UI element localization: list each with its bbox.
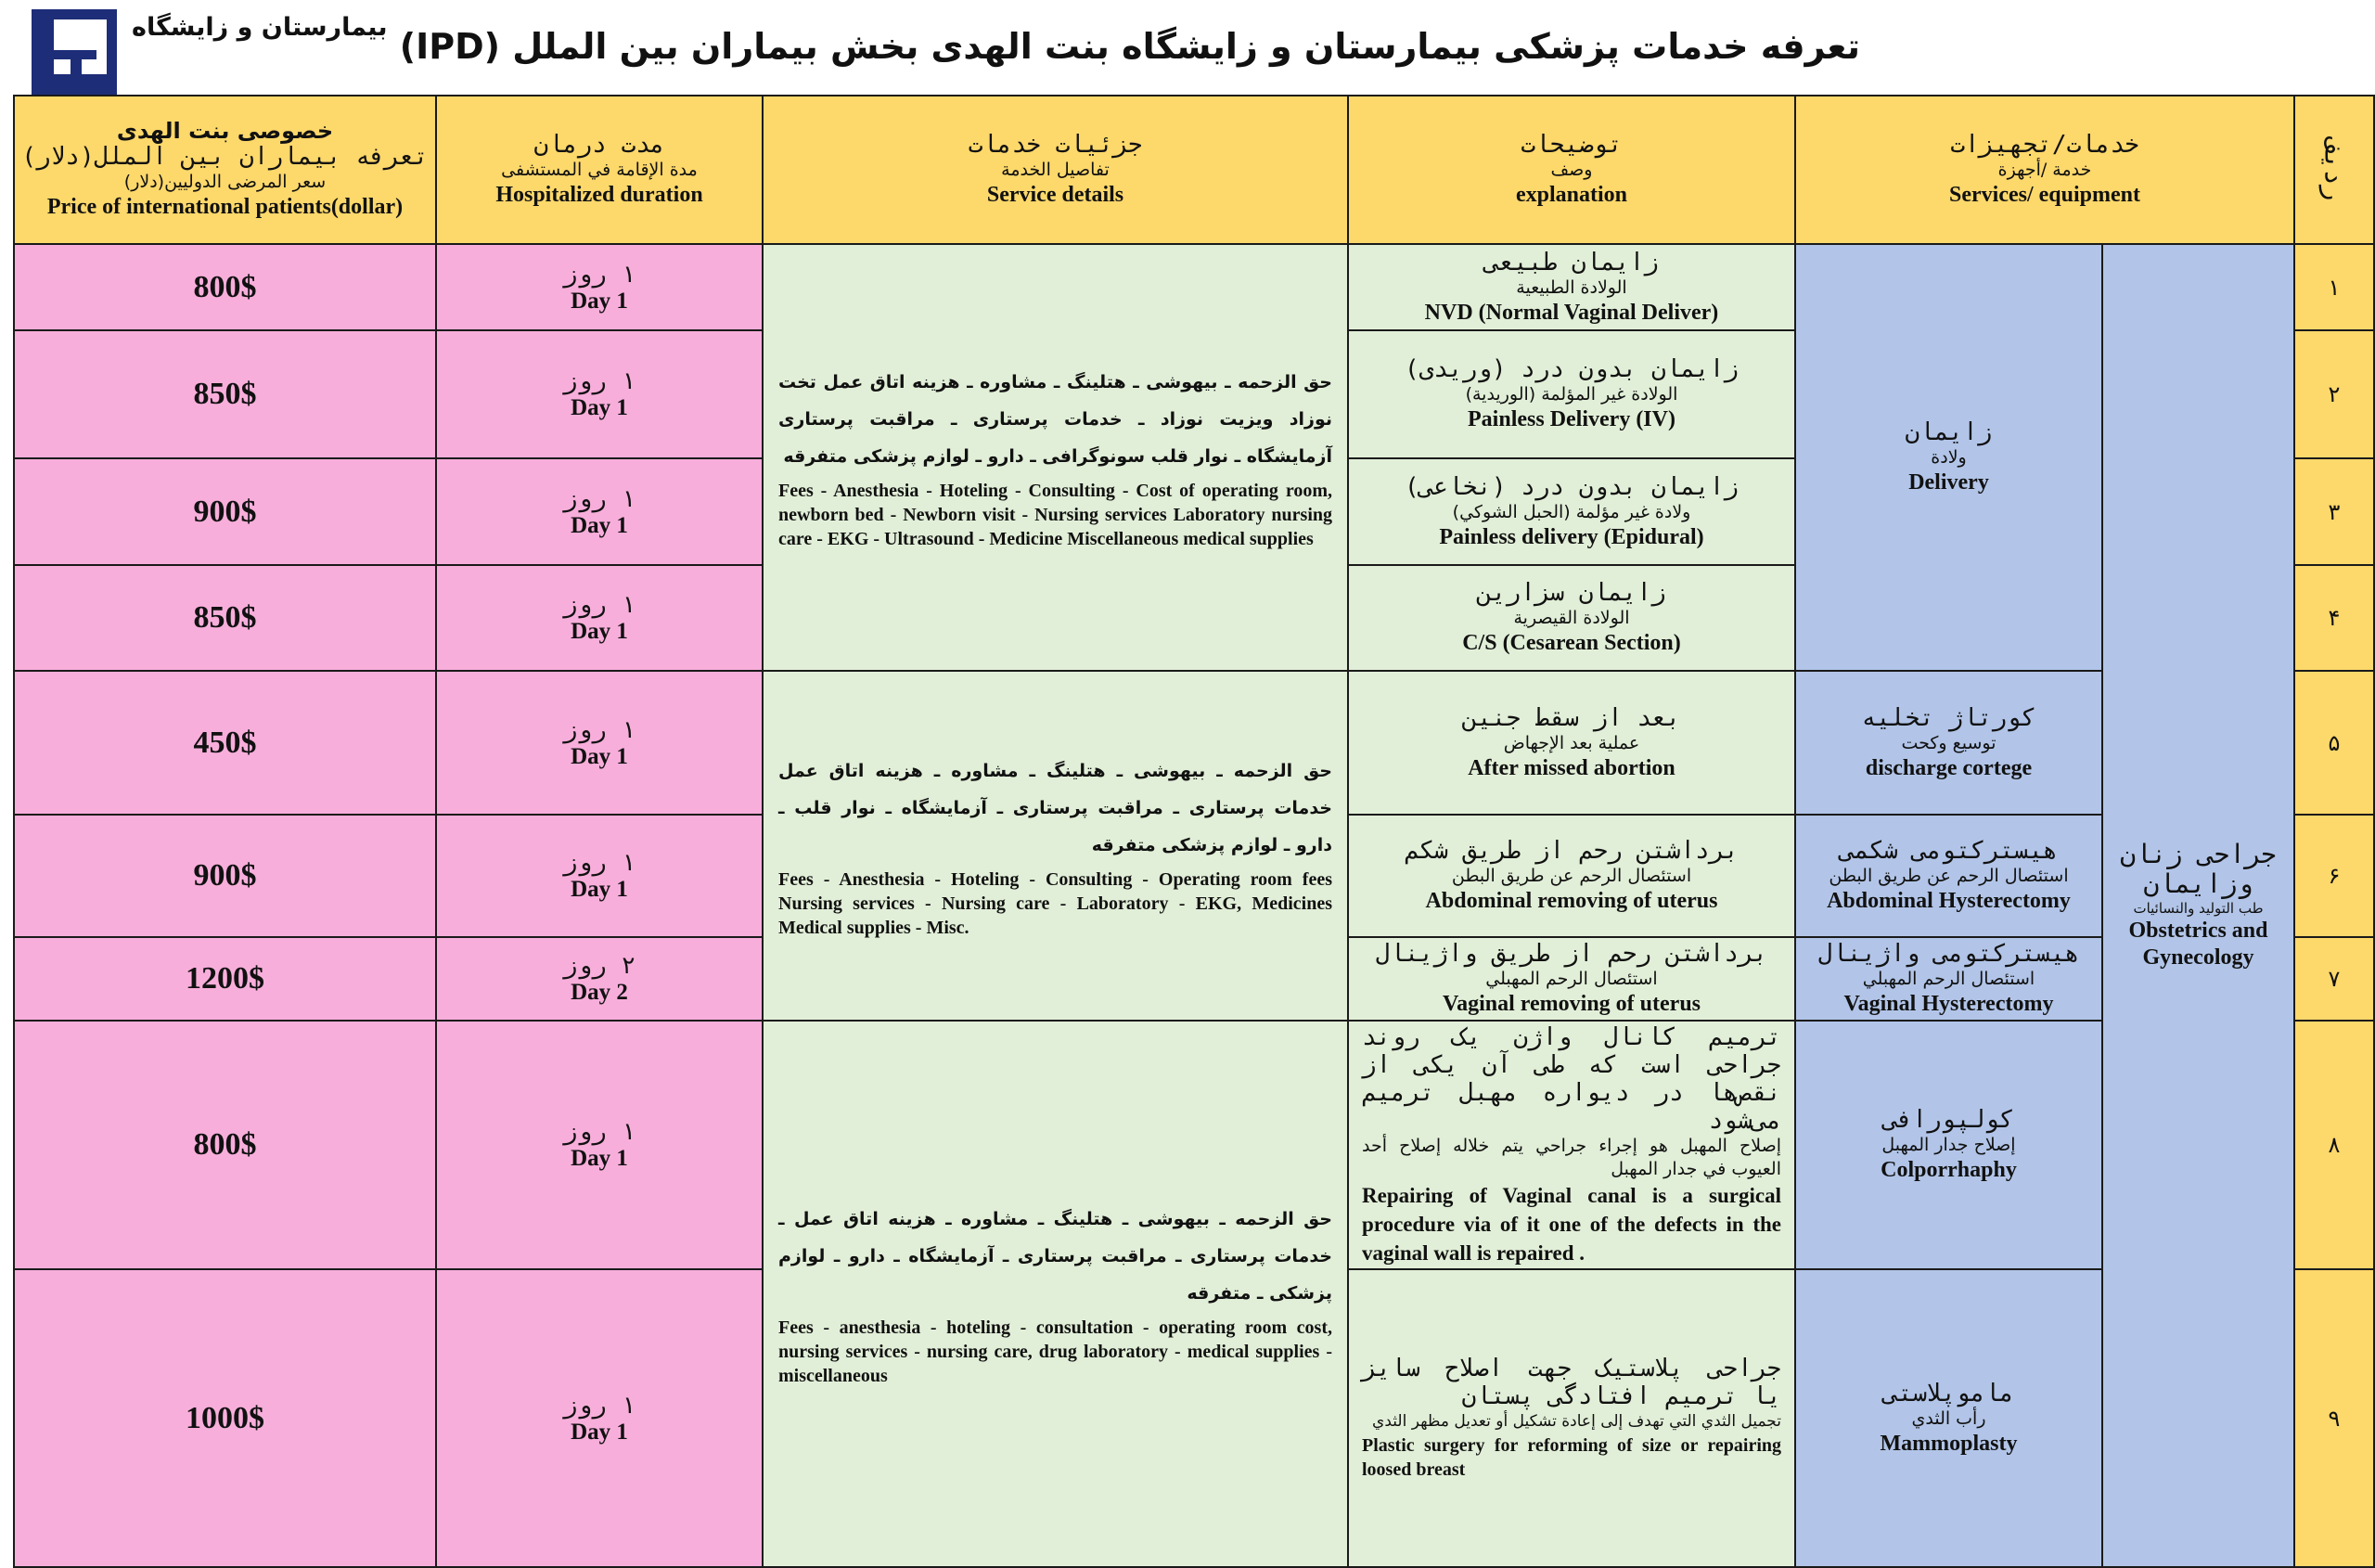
header-details-en: Service details [986,183,1124,207]
duration-en: Day 1 [571,512,628,538]
explanation-en: Plastic surgery for reforming of size or repairing loosed breast [1362,1435,1781,1480]
explanation-ar: استئصال الرحم المهبلي [1485,969,1658,989]
index-number: ۲ [2328,381,2341,407]
price-row-3 [13,457,437,566]
service-en: Delivery [1908,470,1989,495]
duration-en: Day 1 [571,1146,628,1171]
explanation-fa: زایمان طبیعی [1484,248,1659,276]
explanation-row-3 [1347,457,1796,566]
explanation-ar: الولادة الطبيعية [1516,276,1627,298]
explanation-ar: إصلاح المهبل هو إجراء جراحي يتم خلاله إصلاح أحد العيوب في جدار المهبل [1362,1135,1781,1179]
details-fa: حق الزحمه ـ بیهوشی ـ هتلینگ ـ مشاوره ـ هزینه اتاق عمل خدمات پرستاری ـ مراقبت پرستاری ـ آزمایشگاه ـ نوار قلب ـ دارو ـ لوازم پزشکی متفرقه [778,760,1332,855]
index-row-2 [2293,329,2375,459]
details-group-delivery [762,243,1349,672]
index-number: ۹ [2328,1405,2341,1432]
service-ar: إصلاح جدار المهبل [1881,1135,2016,1155]
service-row-5 [1794,670,2103,816]
details-en: Fees - Anesthesia - Hoteling - Consulting - Cost of operating room, newborn bed - Newborn visit - Nursing services Laboratory nursing care - EKG - Ultrasound - Medicine Miscellaneous medical supplies [778,481,1332,549]
service-ar: استئصال الرحم المهبلي [1862,969,2035,989]
price-row-5 [13,670,437,816]
price-value: 850$ [193,600,257,635]
header-duration-en: Hospitalized duration [495,183,703,207]
explanation-row-1 [1347,243,1796,331]
service-fa: هیسترکتومی واژینال [1817,940,2080,968]
service-en: Colporrhaphy [1881,1158,2017,1182]
service-ar: استئصال الرحم عن طريق البطن [1829,866,2069,886]
details-group-surgery [762,670,1349,1022]
duration-row-5 [435,670,764,816]
explanation-fa: برداشتن رحم از طریق شکم [1404,837,1740,865]
explanation-en: NVD (Normal Vaginal Deliver) [1424,300,1719,325]
explanation-ar: استئصال الرحم عن طريق البطن [1451,866,1692,886]
header-index [2293,95,2375,245]
category-fa1: جراحی زنان [2120,839,2277,869]
details-fa: حق الزحمه ـ بیهوشی ـ هتلینگ ـ مشاوره ـ هزینه اتاق عمل ـ خدمات پرستاری ـ مراقبت پرستاری ـ آزمایشگاه ـ دارو ـ لوازم پزشکی ـ متفرقه [778,1208,1332,1304]
duration-fa: ۱ روز [562,591,636,619]
details-en: Fees - anesthesia - hoteling - consultation - operating room cost, nursing services - nursing care, drug laboratory - medical supplies - miscellaneous [778,1317,1332,1386]
explanation-fa: برداشتن رحم از طریق واژینال [1375,940,1768,968]
header-price-top: خصوصی بنت الهدی [116,117,334,144]
explanation-en: Painless delivery (Epidural) [1439,524,1704,549]
explanation-ar: الولادة غير المؤلمة (الوريدية) [1465,384,1678,405]
duration-en: Day 1 [571,877,628,902]
details-fa: حق الزحمه ـ بیهوشی ـ هتلینگ ـ مشاوره ـ هزینه اتاق عمل تخت نوزاد ویزیت نوزاد ـ خدمات پرستاری ـ مراقبت پرستاری آزمایشگاه ـ نوار قلب سونوگرافی ـ دارو ـ لوازم پزشکی متفرقه [778,372,1332,467]
duration-en: Day 1 [571,395,628,420]
header-duration-fa: مدت درمان [533,131,665,159]
index-row-7 [2293,936,2375,1022]
explanation-fa: ترمیم کانال واژن یک روند جراحی است که طی آن یکی از نقص‌ها در دیواره مهبل ترمیم می‌شود [1362,1022,1781,1135]
duration-en: Day 2 [571,980,628,1005]
explanation-ar: تجميل الثدي التي تهدف إلى إعادة تشكيل أو تعديل مظهر الثدي [1372,1412,1781,1431]
price-value: 1000$ [186,1400,264,1435]
header-explanation [1347,95,1796,245]
explanation-fa: جراحی پلاستیک جهت اصلاح سایز یا ترمیم افتادگی پستان [1362,1355,1781,1410]
index-number: ۶ [2328,863,2341,889]
service-en: Abdominal Hysterectomy [1827,889,2071,913]
duration-row-6 [435,814,764,938]
price-value: 800$ [193,1127,257,1162]
duration-en: Day 1 [571,288,628,314]
duration-en: Day 1 [571,1419,628,1445]
service-fa: زایمان [1905,418,1993,446]
duration-row-3 [435,457,764,566]
service-fa: کولپورافی [1883,1106,2014,1134]
service-fa: کورتاژ تخلیه [1861,703,2036,732]
header-services-fa: خدمات/تجهیزات [1950,131,2139,159]
service-delivery [1794,243,2103,672]
duration-fa: ۱ روز [562,367,636,395]
service-ar: ولادة [1931,447,1967,468]
category-fa2: وزایمان [2143,868,2253,899]
category-en: Obstetrics and Gynecology [2128,919,2268,970]
duration-row-9 [435,1268,764,1568]
service-fa: ماموپلاستی [1883,1379,2014,1407]
details-group-reconstructive [762,1020,1349,1568]
price-row-1 [13,243,437,331]
header-duration [435,95,764,245]
header-details-fa: جزئیات خدمات [968,131,1143,159]
price-row-9 [13,1268,437,1568]
explanation-fa: زایمان بدون درد (وریدی) [1404,355,1740,383]
duration-fa: ۱ روز [562,484,636,513]
price-row-7 [13,936,437,1022]
price-value: 800$ [193,269,257,304]
header-services-ar: خدمة /أجهزة [1997,160,2092,180]
explanation-row-5 [1347,670,1796,816]
index-number: ۷ [2328,966,2341,992]
header-price-fa: تعرفه بیماران بین الملل(دلار) [21,142,429,171]
explanation-en: Abdominal removing of uterus [1425,889,1718,913]
explanation-ar: الولادة القيصرية [1513,608,1630,628]
explanation-en: Vaginal removing of uterus [1442,992,1701,1016]
explanation-en: After missed abortion [1468,755,1675,780]
header-services [1794,95,2295,245]
duration-fa: ۲ روز [562,952,636,980]
explanation-row-2 [1347,329,1796,459]
duration-fa: ۱ روز [562,1391,636,1420]
header-index-label: ردیف [2318,138,2350,201]
header-price-ar: سعر المرضى الدوليين(دلار) [123,171,327,192]
header-price [13,95,437,245]
index-row-1 [2293,243,2375,331]
details-en: Fees - Anesthesia - Hoteling - Consulting - Operating room fees Nursing services - Nursing care - Laboratory - EKG, Medicines Medical supplies - Misc. [778,868,1332,938]
explanation-en: Painless Delivery (IV) [1468,407,1675,431]
price-row-8 [13,1020,437,1270]
duration-row-4 [435,564,764,672]
price-row-2 [13,329,437,459]
explanation-en: C/S (Cesarean Section) [1462,631,1681,655]
explanation-row-8 [1347,1020,1796,1270]
duration-fa: ۱ روز [562,849,636,877]
header-explanation-en: explanation [1515,183,1628,207]
service-en: Mammoplasty [1880,1431,2018,1456]
explanation-fa: زایمان بدون درد (نخاعی) [1404,472,1740,501]
service-fa: هیسترکتومی شکمی [1840,837,2058,865]
header-explanation-fa: توضیحات [1521,131,1623,159]
duration-en: Day 1 [571,619,628,644]
service-ar: رأب الثدي [1911,1407,1986,1429]
explanation-ar: ولادة غير مؤلمة (الحبل الشوكي) [1452,501,1691,522]
explanation-fa: بعد از سقط جنین [1462,703,1681,732]
service-ar: توسيع وكحت [1901,732,1996,753]
service-row-8 [1794,1020,2103,1270]
category-obgyn [2101,243,2295,1568]
page-title: تعرفه خدمات پزشکی بیمارستان و زایشگاه بنت الهدی بخش بیماران بین الملل (IPD) [399,26,1860,67]
explanation-row-4 [1347,564,1796,672]
duration-row-7 [435,936,764,1022]
explanation-row-6 [1347,814,1796,938]
duration-row-8 [435,1020,764,1270]
index-number: ۳ [2328,498,2341,525]
duration-en: Day 1 [571,743,628,769]
price-row-4 [13,564,437,672]
service-en: Vaginal Hysterectomy [1843,992,2054,1016]
header-duration-ar: مدة الإقامة في المستشفى [501,160,698,180]
header-price-en: Price of international patients(dollar) [46,194,404,219]
explanation-fa: زایمان سزارین [1477,579,1666,607]
index-row-8 [2293,1020,2375,1270]
index-row-9 [2293,1268,2375,1568]
index-row-3 [2293,457,2375,566]
header-services-en: Services/ equipment [1949,183,2140,207]
service-row-6 [1794,814,2103,938]
explanation-row-9 [1347,1268,1796,1568]
duration-fa: ۱ روز [562,260,636,289]
service-row-9 [1794,1268,2103,1568]
service-en: discharge cortege [1865,755,2033,780]
category-ar: طب التوليد والنسائيات [2133,900,2264,917]
index-row-6 [2293,814,2375,938]
explanation-en: Repairing of Vaginal canal is a surgical procedure via of it one of the defects in the vaginal wall is repaired . [1362,1183,1781,1265]
index-number: ۴ [2328,605,2341,631]
header-details [762,95,1349,245]
price-value: 1200$ [186,961,264,996]
index-row-4 [2293,564,2375,672]
header-explanation-ar: وصف [1550,160,1593,180]
price-value: 850$ [193,377,257,411]
price-value: 450$ [193,725,257,760]
header-details-ar: تفاصيل الخدمة [1001,160,1110,180]
index-number: ۵ [2328,729,2341,756]
index-number: ۸ [2328,1132,2341,1158]
index-row-5 [2293,670,2375,816]
service-row-7 [1794,936,2103,1022]
duration-fa: ۱ روز [562,715,636,744]
index-number: ۱ [2328,274,2341,301]
explanation-ar: عملية بعد الإجهاض [1503,732,1640,753]
price-value: 900$ [193,858,257,893]
explanation-row-7 [1347,936,1796,1022]
price-value: 900$ [193,494,257,529]
duration-fa: ۱ روز [562,1118,636,1146]
duration-row-2 [435,329,764,459]
price-row-6 [13,814,437,938]
tariff-table [13,95,2375,1568]
hospital-name: بیمارستان و زایشگاه [132,13,388,42]
duration-row-1 [435,243,764,331]
